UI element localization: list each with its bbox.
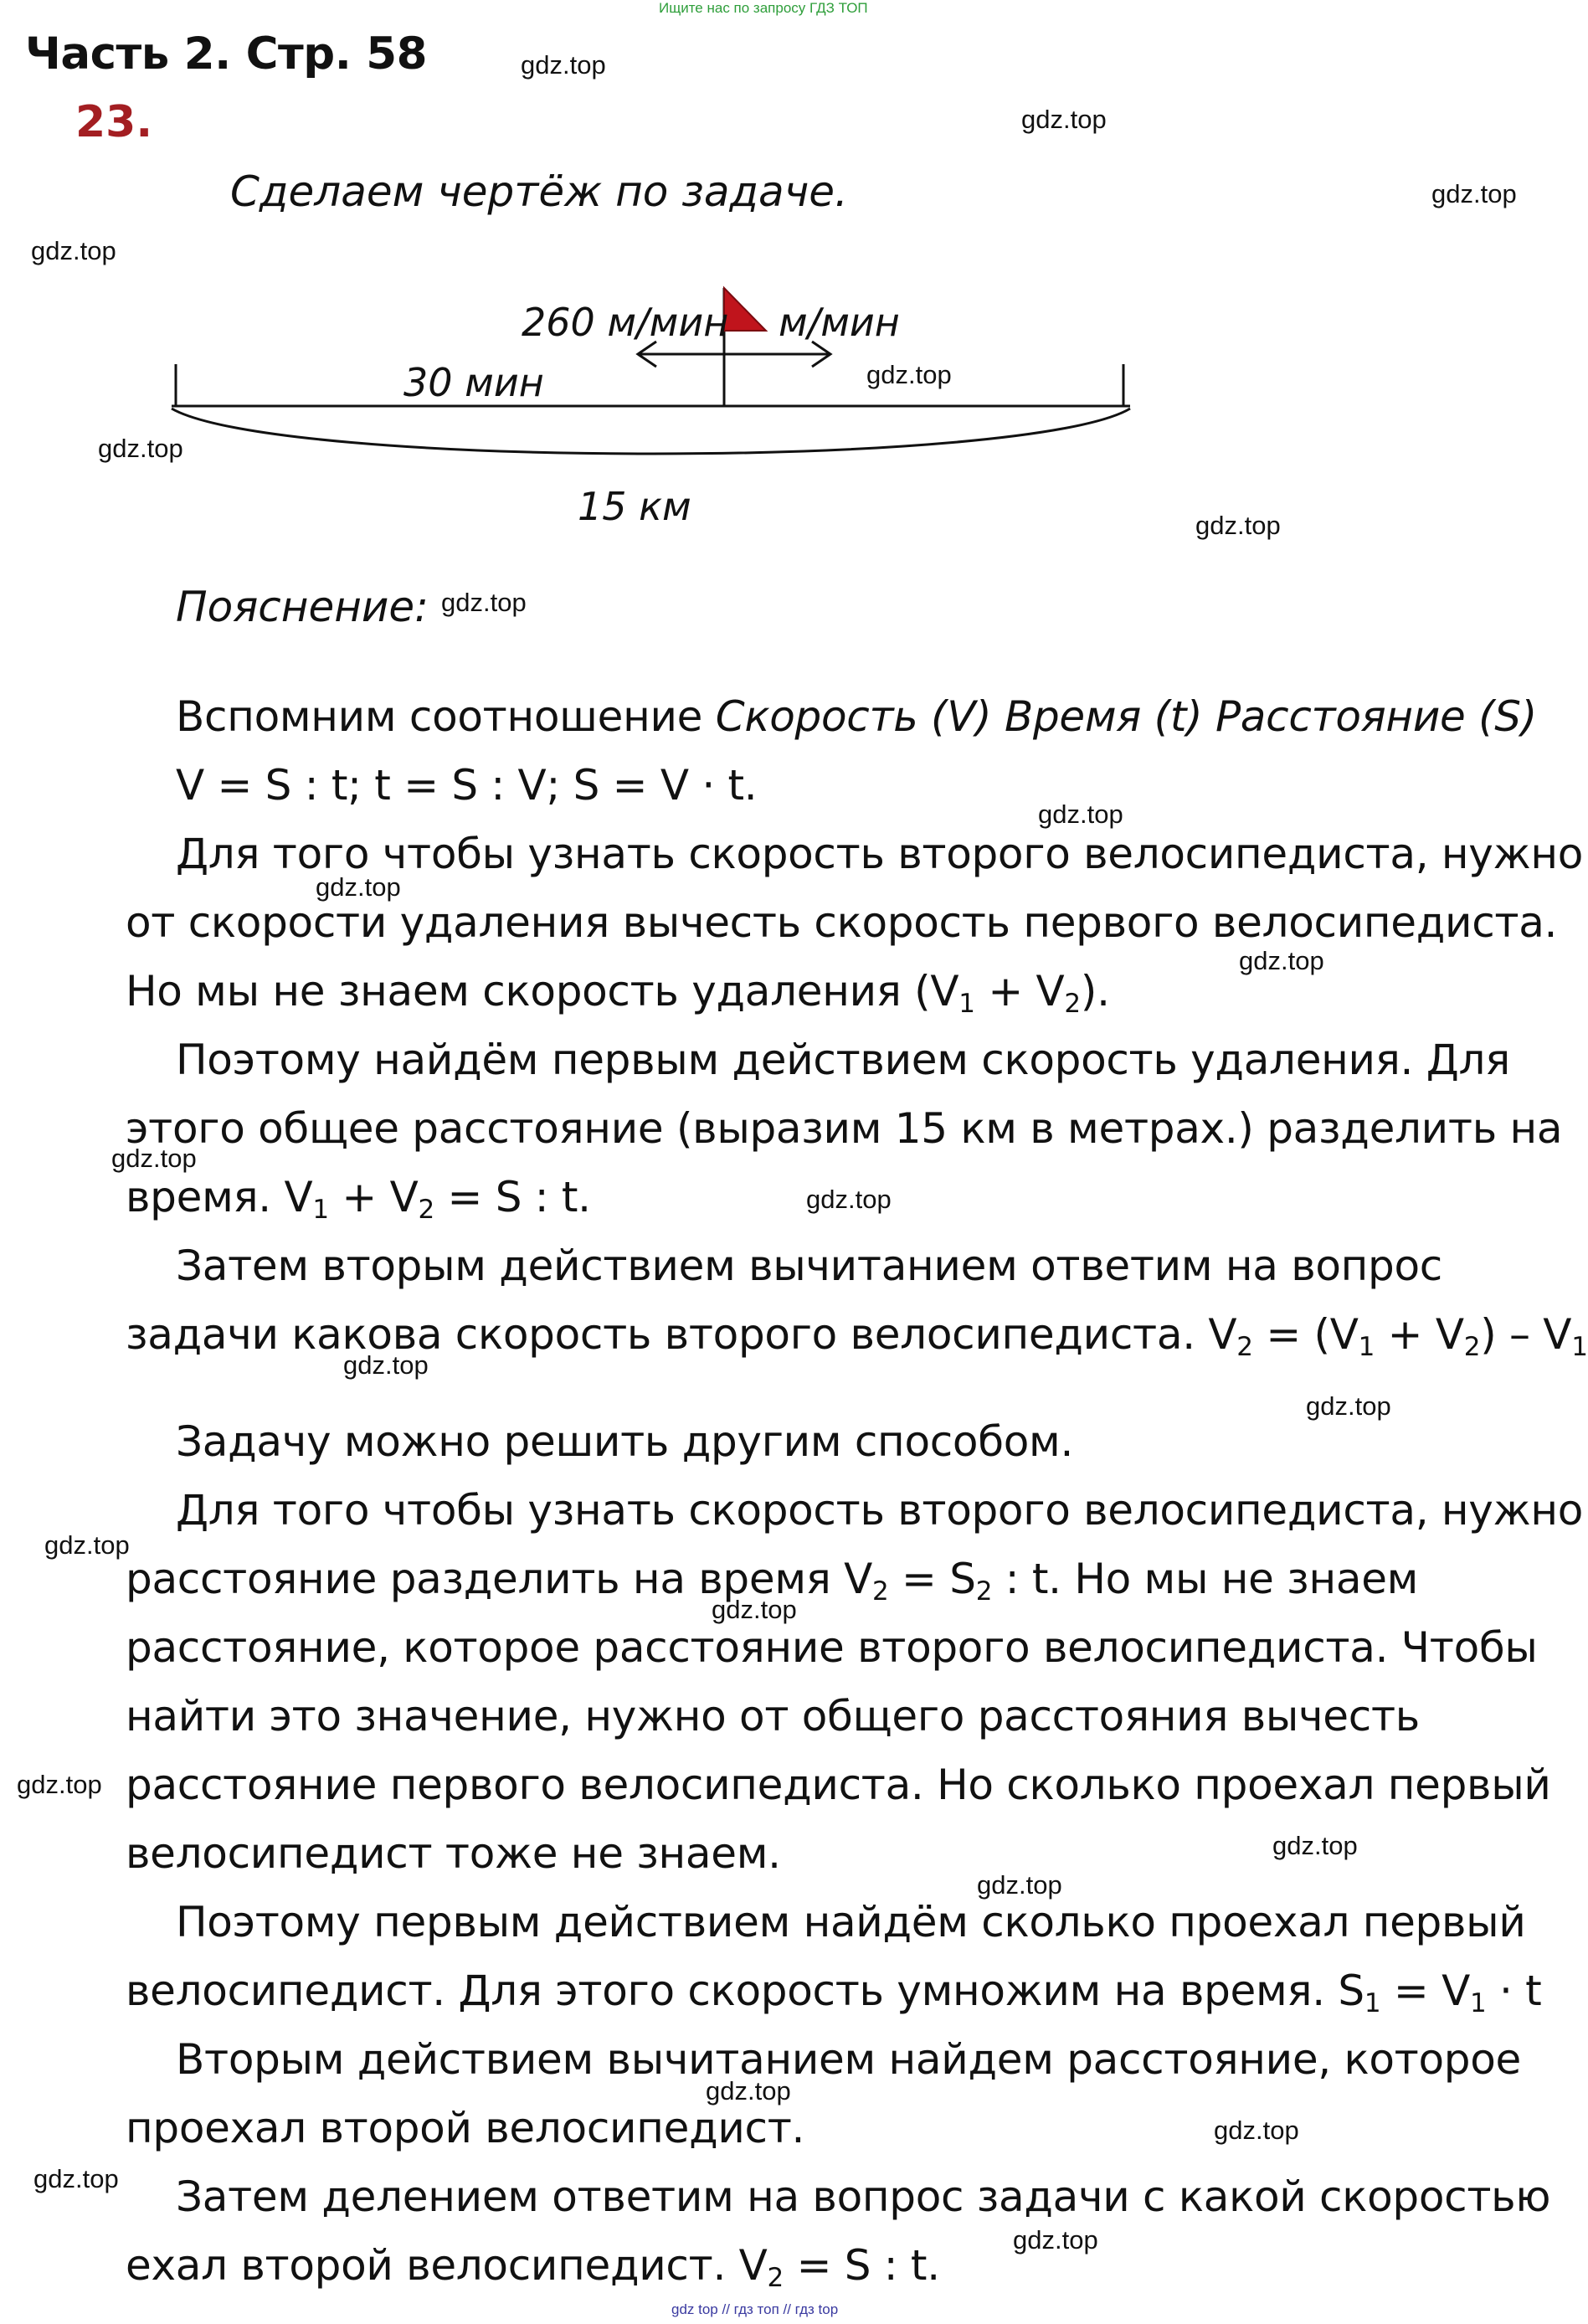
problem-diagram [0,268,1532,536]
watermark: gdz.top [806,1185,892,1214]
watermark: gdz.top [1013,2225,1098,2255]
watermark: gdz.top [866,360,952,389]
text-line-3: Для того чтобы узнать скорость второго велосипедиста, нужно [176,830,1584,878]
footer-text: gdz top // гдз топ // гдз top [671,2301,839,2317]
text-line-21: проехал второй велосипедист. [126,2104,805,2152]
watermark: gdz.top [33,2164,119,2193]
text-line-2: V = S : t; t = S : V; S = V · t. [176,761,758,810]
watermark: gdz.top [44,1530,130,1560]
watermark: gdz.top [316,872,401,902]
text-line-6: Поэтому найдём первым действием скорость удаления. Для [176,1036,1510,1084]
watermark: gdz.top [712,1595,797,1624]
watermark: gdz.top [17,1770,102,1799]
watermark: gdz.top [1038,800,1123,829]
watermark: gdz.top [441,588,527,617]
watermark: gdz.top [343,1350,429,1380]
text-line-5: Но мы не знаем скорость удаления $(V_1 + V_2)$. [126,967,1110,1019]
explanation-label: Пояснение: [176,583,429,631]
watermark: gdz.top [1306,1391,1391,1421]
text-line-22: Затем делением ответим на вопрос задачи с какой скоростью [176,2172,1551,2221]
text-line-8: время. $V_1 + V_2 = S$ : t. [126,1173,591,1225]
text-line-10: задачи какова скорость второго велосипедиста. $V_2 = (V_1 + V_2) - V_1$ [126,1310,1588,1362]
watermark: gdz.top [977,1870,1062,1900]
text-line-15: найти это значение, нужно от общего расстояния вычесть [126,1692,1420,1740]
text-line-23: ехал второй велосипедист. $V_2 = S$ : t. [126,2241,940,2293]
speed2-label: м/мин [779,300,900,345]
watermark: gdz.top [1214,2116,1299,2145]
watermark: gdz.top [31,236,116,265]
task-number: 23. [75,97,153,147]
watermark: gdz.top [521,50,606,80]
watermark: gdz.top [1195,511,1281,540]
intro-text: Сделаем чертёж по задаче. [230,167,848,216]
text-line-17: велосипедист тоже не знаем. [126,1829,781,1878]
distance-label: 15 км [578,484,691,529]
watermark: gdz.top [1272,1831,1358,1860]
watermark: gdz.top [111,1144,197,1173]
text-line-16: расстояние первого велосипедиста. Но сколько проехал первый [126,1761,1551,1809]
flag-icon [724,288,766,331]
diagram-drawing [0,268,1532,536]
text-line-19: велосипедист. Для этого скорость умножим на время. $S_1 = V_1 \cdot t$ [126,1967,1542,2018]
page-header: Часть 2. Стр. 58 [25,28,428,80]
text-line-12: Для того чтобы узнать скорость второго велосипедиста, нужно [176,1486,1584,1535]
watermark: gdz.top [98,434,183,463]
search-banner: Ищите нас по запросу ГДЗ ТОП [659,0,868,16]
text-line-9: Затем вторым действием вычитанием ответим на вопрос [176,1242,1442,1290]
text-line-4: от скорости удаления вычесть скорость первого велосипедиста. [126,898,1558,947]
watermark: gdz.top [1021,105,1107,134]
time-label: 30 мин [403,360,544,405]
distance-arc [172,409,1130,454]
text-line-14: расстояние, которое расстояние второго велосипедиста. Чтобы [126,1623,1538,1672]
watermark: gdz.top [1431,179,1517,208]
text-line-7: этого общее расстояние (выразим 15 км в метрах.) разделить на [126,1104,1563,1153]
text-line-18: Поэтому первым действием найдём сколько проехал первый [176,1898,1526,1946]
text-line-11: Задачу можно решить другим способом. [176,1417,1074,1466]
watermark: gdz.top [706,2076,791,2105]
watermark: gdz.top [1239,946,1324,975]
text-line-13: расстояние разделить на время $V_2 = S_2$ : t. Но мы не знаем [126,1555,1419,1607]
speed1-label: 260 м/мин [522,300,729,345]
text-line-20: Вторым действием вычитанием найдем расстояние, которое [176,2035,1521,2084]
text-line-1: Вспомним соотношение Скорость (V) Время (t) Расстояние (S) [176,692,1537,741]
